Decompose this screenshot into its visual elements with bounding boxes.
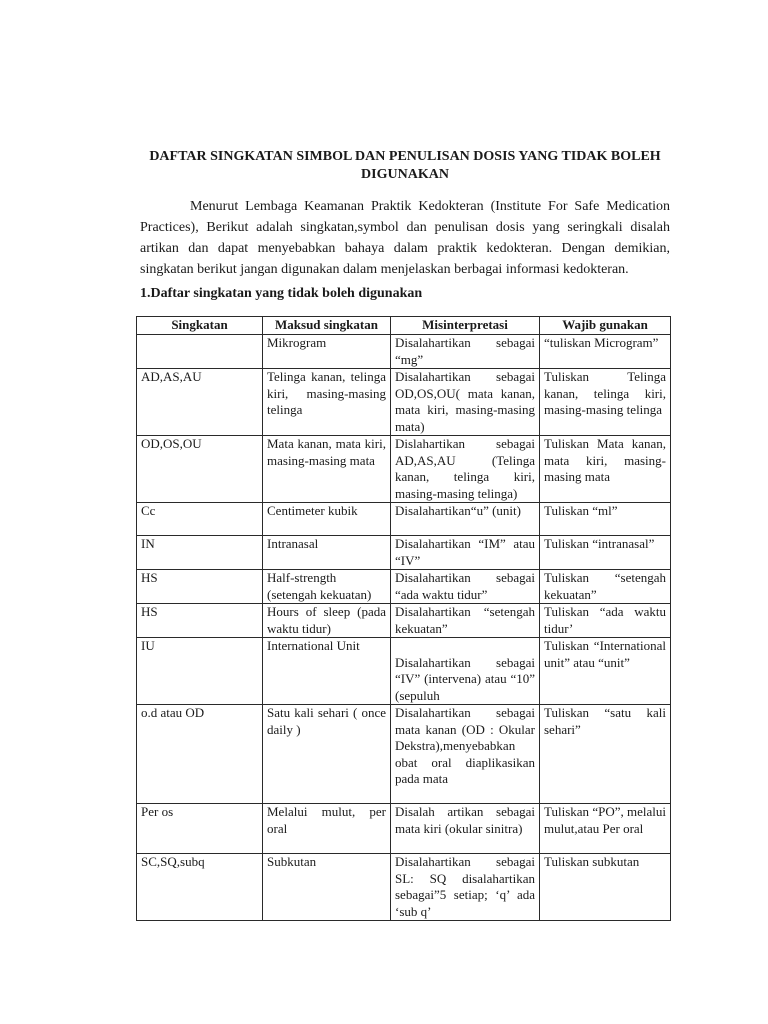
abbreviation-table xyxy=(136,316,671,921)
cell-use-instead: Tuliskan “intranasal” xyxy=(540,536,671,570)
cell-meaning: Mata kanan, mata kiri, masing-masing mata xyxy=(263,436,391,503)
cell-use-instead: Tuliskan “ml” xyxy=(540,503,671,536)
cell-misinterpretation: Disalahartikan sebagai SL: SQ disalahartikan sebagai”5 setiap; ‘q’ ada ‘sub q’ xyxy=(391,854,540,921)
document-title: DAFTAR SINGKATAN SIMBOL DAN PENULISAN DOSIS YANG TIDAK BOLEH DIGUNAKAN xyxy=(149,149,661,182)
cell-abbreviation: Cc xyxy=(137,503,263,536)
cell-abbreviation: HS xyxy=(137,570,263,604)
cell-use-instead: Tuliskan “setengah kekuatan” xyxy=(540,570,671,604)
cell-use-instead: Tuliskan “satu kali sehari” xyxy=(540,705,671,804)
table-row xyxy=(137,503,671,536)
cell-meaning: Centimeter kubik xyxy=(263,503,391,536)
cell-abbreviation: AD,AS,AU xyxy=(137,369,263,436)
cell-use-instead: Tuliskan Mata kanan, mata kiri, masing-masing mata xyxy=(540,436,671,503)
cell-misinterpretation: Disalahartikan“u” (unit) xyxy=(391,503,540,536)
cell-use-instead: Tuliskan “International unit” atau “unit” xyxy=(540,638,671,705)
section-heading: 1.Daftar singkatan yang tidak boleh digunakan xyxy=(140,286,423,301)
cell-abbreviation: IU xyxy=(137,638,263,705)
table-row xyxy=(137,854,671,921)
cell-use-instead: Tuliskan “ada waktu tidur’ xyxy=(540,604,671,638)
cell-misinterpretation: Disalahartikan sebagai “ada waktu tidur” xyxy=(391,570,540,604)
cell-meaning: Hours of sleep (pada waktu tidur) xyxy=(263,604,391,638)
table-row xyxy=(137,804,671,854)
table-row xyxy=(137,604,671,638)
header-misinterpretation: Misinterpretasi xyxy=(391,317,540,335)
cell-use-instead: Tuliskan subkutan xyxy=(540,854,671,921)
cell-misinterpretation: Disalahartikan sebagai “mg” xyxy=(391,335,540,369)
table-row xyxy=(137,570,671,604)
cell-misinterpretation: Disalahartikan sebagai “IV” (intervena) atau “10” (sepuluh xyxy=(391,638,540,705)
table-header-row xyxy=(137,317,671,335)
table-row xyxy=(137,436,671,503)
table-row xyxy=(137,536,671,570)
cell-use-instead: Tuliskan Telinga kanan, telinga kiri, masing-masing telinga xyxy=(540,369,671,436)
cell-use-instead: Tuliskan “PO”, melalui mulut,atau Per oral xyxy=(540,804,671,854)
header-abbreviation: Singkatan xyxy=(137,317,263,335)
cell-meaning: Intranasal xyxy=(263,536,391,570)
table-row xyxy=(137,369,671,436)
cell-abbreviation: SC,SQ,subq xyxy=(137,854,263,921)
cell-meaning: International Unit xyxy=(263,638,391,705)
cell-misinterpretation: Disalah artikan sebagai mata kiri (okular sinitra) xyxy=(391,804,540,854)
cell-abbreviation: HS xyxy=(137,604,263,638)
cell-abbreviation: IN xyxy=(137,536,263,570)
cell-meaning: Telinga kanan, telinga kiri, masing-masing telinga xyxy=(263,369,391,436)
header-use-instead: Wajib gunakan xyxy=(540,317,671,335)
header-meaning: Maksud singkatan xyxy=(263,317,391,335)
cell-meaning: Subkutan xyxy=(263,854,391,921)
cell-misinterpretation: Disalahartikan sebagai mata kanan (OD : Okular Dekstra),menyebabkan obat oral diaplikasikan pada mata xyxy=(391,705,540,804)
cell-meaning: Satu kali sehari ( once daily ) xyxy=(263,705,391,804)
cell-misinterpretation: Dislahartikan sebagai AD,AS,AU (Telinga kanan, telinga kiri, masing-masing telinga) xyxy=(391,436,540,503)
intro-paragraph: Menurut Lembaga Keamanan Praktik Kedokteran (Institute For Safe Medication Practices), Berikut adalah singkatan,symbol dan penulisan dosis yang seringkali disalah artikan dan dapat menyebabkan bahaya dalam praktik kedokteran. Dengan demikian, singkatan berikut jangan digunakan dalam menjelaskan berbagai informasi kedokteran. xyxy=(140,199,670,277)
cell-misinterpretation: Disalahartikan “IM” atau “IV” xyxy=(391,536,540,570)
cell-misinterpretation: Disalahartikan “setengah kekuatan” xyxy=(391,604,540,638)
cell-abbreviation: OD,OS,OU xyxy=(137,436,263,503)
cell-meaning: Half-strength (setengah kekuatan) xyxy=(263,570,391,604)
cell-use-instead: “tuliskan Microgram” xyxy=(540,335,671,369)
table-row xyxy=(137,705,671,804)
cell-abbreviation: Per os xyxy=(137,804,263,854)
cell-abbreviation: o.d atau OD xyxy=(137,705,263,804)
cell-meaning: Melalui mulut, per oral xyxy=(263,804,391,854)
cell-misinterpretation: Disalahartikan sebagai OD,OS,OU( mata kanan, mata kiri, masing-masing mata) xyxy=(391,369,540,436)
cell-abbreviation xyxy=(137,335,263,369)
cell-meaning: Mikrogram xyxy=(263,335,391,369)
table-row xyxy=(137,335,671,369)
table-row xyxy=(137,638,671,705)
